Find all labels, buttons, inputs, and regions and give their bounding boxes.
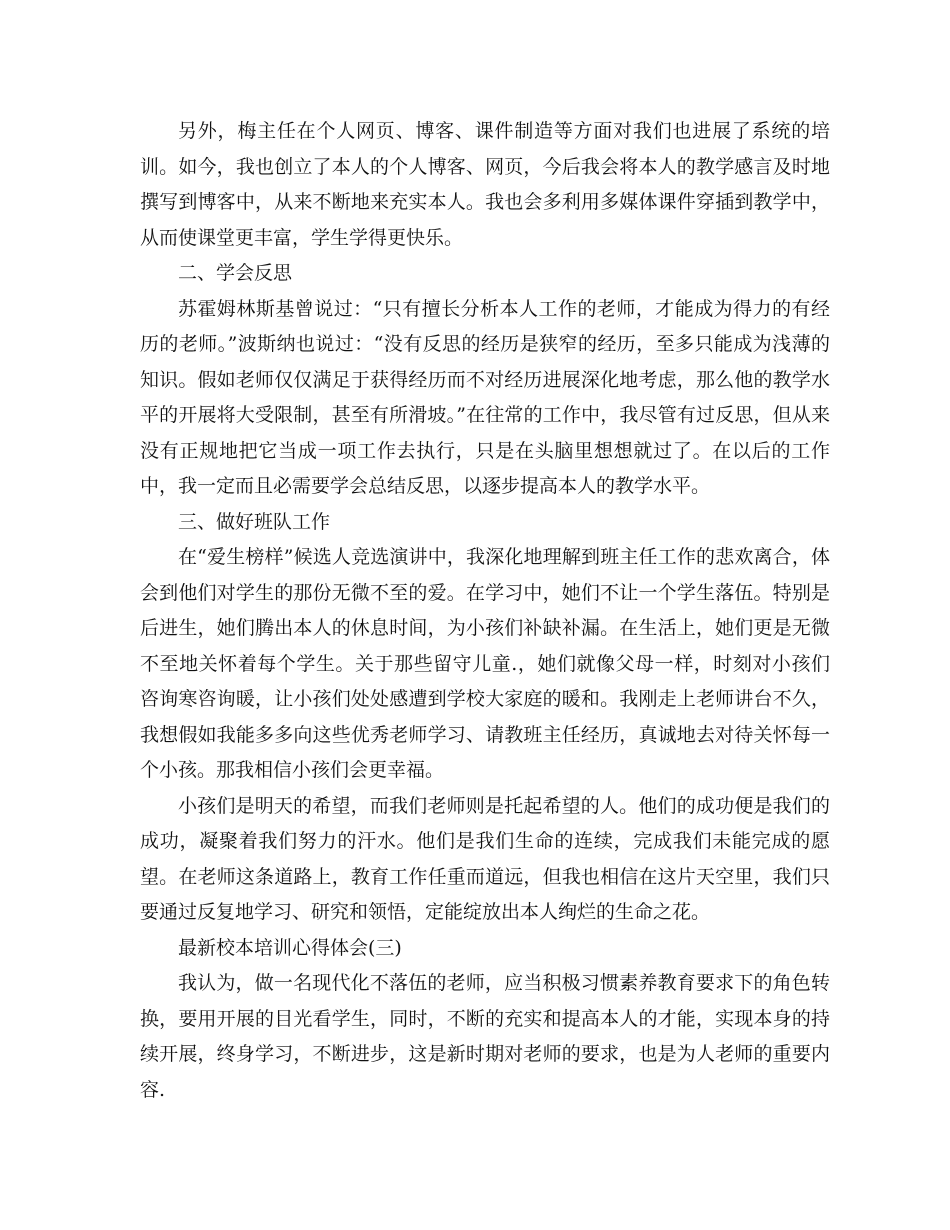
article-title-part-three: 最新校本培训心得体会(三): [178, 936, 402, 959]
section-heading-reflection: 二、学会反思: [178, 262, 293, 284]
paragraph-training-blog: 另外，梅主任在个人网页、博客、课件制造等方面对我们也进展了系统的培训。如今，我也创立了本人的个人博客、网页，今后我会将本人的教学感言及时地撰写到博客中，从来不断地来充实本人。我也会多利用多媒体课件穿插到教学中，从而使课堂更丰富，学生学得更快乐。: [140, 120, 830, 249]
paragraph-class-work: 在“爱生榜样”候选人竞选演讲中，我深化地理解到班主任工作的悲欢离合，体会到他们对学生的那份无微不至的爱。在学习中，她们不让一个学生落伍。特别是后进生，她们腾出本人的休息时间，为小孩们补缺补漏。在生活上，她们更是无微不至地关怀着每个学生。关于那些留守儿童.，她们就像父母一样，时刻对小孩们咨询寒咨询暖，让小孩们处处感遭到学校大家庭的暖和。我刚走上老师讲台不久，我想假如我能多多向这些优秀老师学习、请教班主任经历，真诚地去对待关怀每一个小孩。那我相信小孩们会更幸福。: [140, 546, 830, 781]
paragraph-reflection: 苏霍姆林斯基曾说过：“只有擅长分析本人工作的老师，才能成为得力的有经历的老师。”波斯纳也说过：“没有反思的经历是狭窄的经历，至多只能成为浅薄的知识。假如老师仅仅满足于获得经历而不对经历进展深化地考虑，那么他的教学水平的开展将大受限制，甚至有所滑坡。”在往常的工作中，我尽管有过反思，但从来没有正规地把它当成一项工作去执行，只是在头脑里想想就过了。在以后的工作中，我一定而且必需要学会总结反思，以逐步提高本人的教学水平。: [140, 297, 830, 497]
document-body: [140, 114, 830, 1108]
section-heading-class-work: 三、做好班队工作: [178, 510, 331, 533]
paragraph-modern-teacher: 我认为，做一名现代化不落伍的老师，应当积极习惯素养教育要求下的角色转换，要用开展的目光看学生，同时，不断的充实和提高本人的才能，实现本身的持续开展，终身学习，不断进步，这是新时期对老师的要求，也是为人老师的重要内容.: [140, 972, 830, 1101]
paragraph-children-hope: 小孩们是明天的希望，而我们老师则是托起希望的人。他们的成功便是我们的成功，凝聚着我们努力的汗水。他们是我们生命的连续，完成我们未能完成的愿望。在老师这条道路上，教育工作任重而道远，但我也相信在这片天空里，我们只要通过反复地学习、研究和领悟，定能绽放出本人绚烂的生命之花。: [140, 794, 830, 923]
